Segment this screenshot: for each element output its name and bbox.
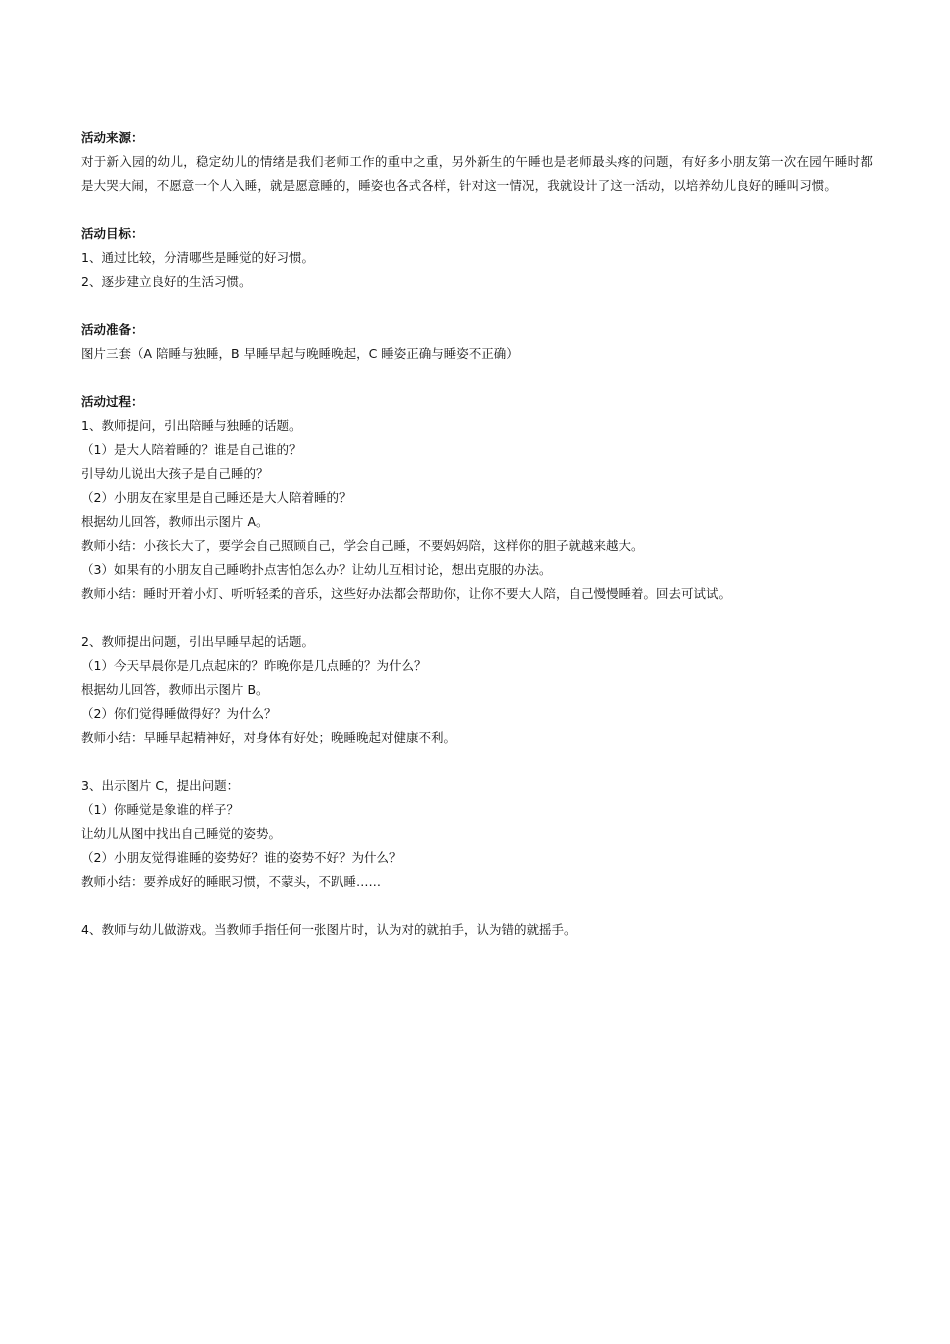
process-line: 教师小结：要养成好的睡眠习惯，不蒙头，不趴睡……: [81, 874, 382, 889]
section-title-preparation: 活动准备：: [81, 322, 144, 337]
preparation-text: 图片三套（A 陪睡与独睡，B 早睡早起与晚睡晚起，C 睡姿正确与睡姿不正确）: [81, 346, 519, 361]
process-line: （1）你睡觉是象谁的样子？: [81, 802, 239, 817]
section-preparation: [81, 318, 873, 366]
process-step-3: [81, 774, 873, 894]
process-line: 教师小结：早睡早起精神好，对身体有好处；晚睡晚起对健康不利。: [81, 730, 457, 745]
process-line: 1、教师提问，引出陪睡与独睡的话题。: [81, 418, 302, 433]
section-title-goals: 活动目标：: [81, 226, 144, 241]
section-process: [81, 390, 873, 942]
process-step-2: [81, 630, 873, 750]
document-page: [81, 126, 873, 966]
process-line: 根据幼儿回答，教师出示图片 B。: [81, 682, 269, 697]
process-line: （2）小朋友在家里是自己睡还是大人陪着睡的？: [81, 490, 352, 505]
goal-item: 2、逐步建立良好的生活习惯。: [81, 274, 252, 289]
process-line: （3）如果有的小朋友自己睡哟扑点害怕怎么办？让幼儿互相讨论，想出克服的办法。: [81, 562, 552, 577]
process-line: 教师小结：小孩长大了，要学会自己照顾自己，学会自己睡，不要妈妈陪，这样你的胆子就越来越大。: [81, 538, 644, 553]
process-line: （2）小朋友觉得谁睡的姿势好？谁的姿势不好？为什么？: [81, 850, 402, 865]
source-paragraph: 对于新入园的幼儿，稳定幼儿的情绪是我们老师工作的重中之重，另外新生的午睡也是老师最头疼的问题，有好多小朋友第一次在园午睡时都是大哭大闹，不愿意一个人入睡，就是愿意睡的，睡姿也各式各样，针对这一情况，我就设计了这一活动，以培养幼儿良好的睡叫习惯。: [81, 154, 873, 193]
section-goals: [81, 222, 873, 294]
section-title-process: 活动过程：: [81, 394, 144, 409]
process-line: 3、出示图片 C，提出问题：: [81, 778, 240, 793]
process-line: 2、教师提出问题，引出早睡早起的话题。: [81, 634, 314, 649]
process-line: （2）你们觉得睡做得好？为什么？: [81, 706, 277, 721]
process-line: （1）是大人陪着睡的？谁是自己谁的？: [81, 442, 302, 457]
goal-item: 1、通过比较，分清哪些是睡觉的好习惯。: [81, 250, 314, 265]
process-line: （1）今天早晨你是几点起床的？昨晚你是几点睡的？为什么？: [81, 658, 427, 673]
process-step-1: [81, 414, 873, 606]
section-source: [81, 126, 873, 198]
process-line: 4、教师与幼儿做游戏。当教师手指任何一张图片时，认为对的就拍手，认为错的就摇手。: [81, 922, 577, 937]
process-line: 根据幼儿回答，教师出示图片 A。: [81, 514, 269, 529]
process-line: 让幼儿从图中找出自己睡觉的姿势。: [81, 826, 282, 841]
section-title-source: 活动来源：: [81, 130, 144, 145]
process-line: 教师小结：睡时开着小灯、听听轻柔的音乐，这些好办法都会帮助你，让你不要大人陪，自己慢慢睡着。回去可试试。: [81, 586, 732, 601]
process-step-4: [81, 918, 873, 942]
process-line: 引导幼儿说出大孩子是自己睡的？: [81, 466, 269, 481]
